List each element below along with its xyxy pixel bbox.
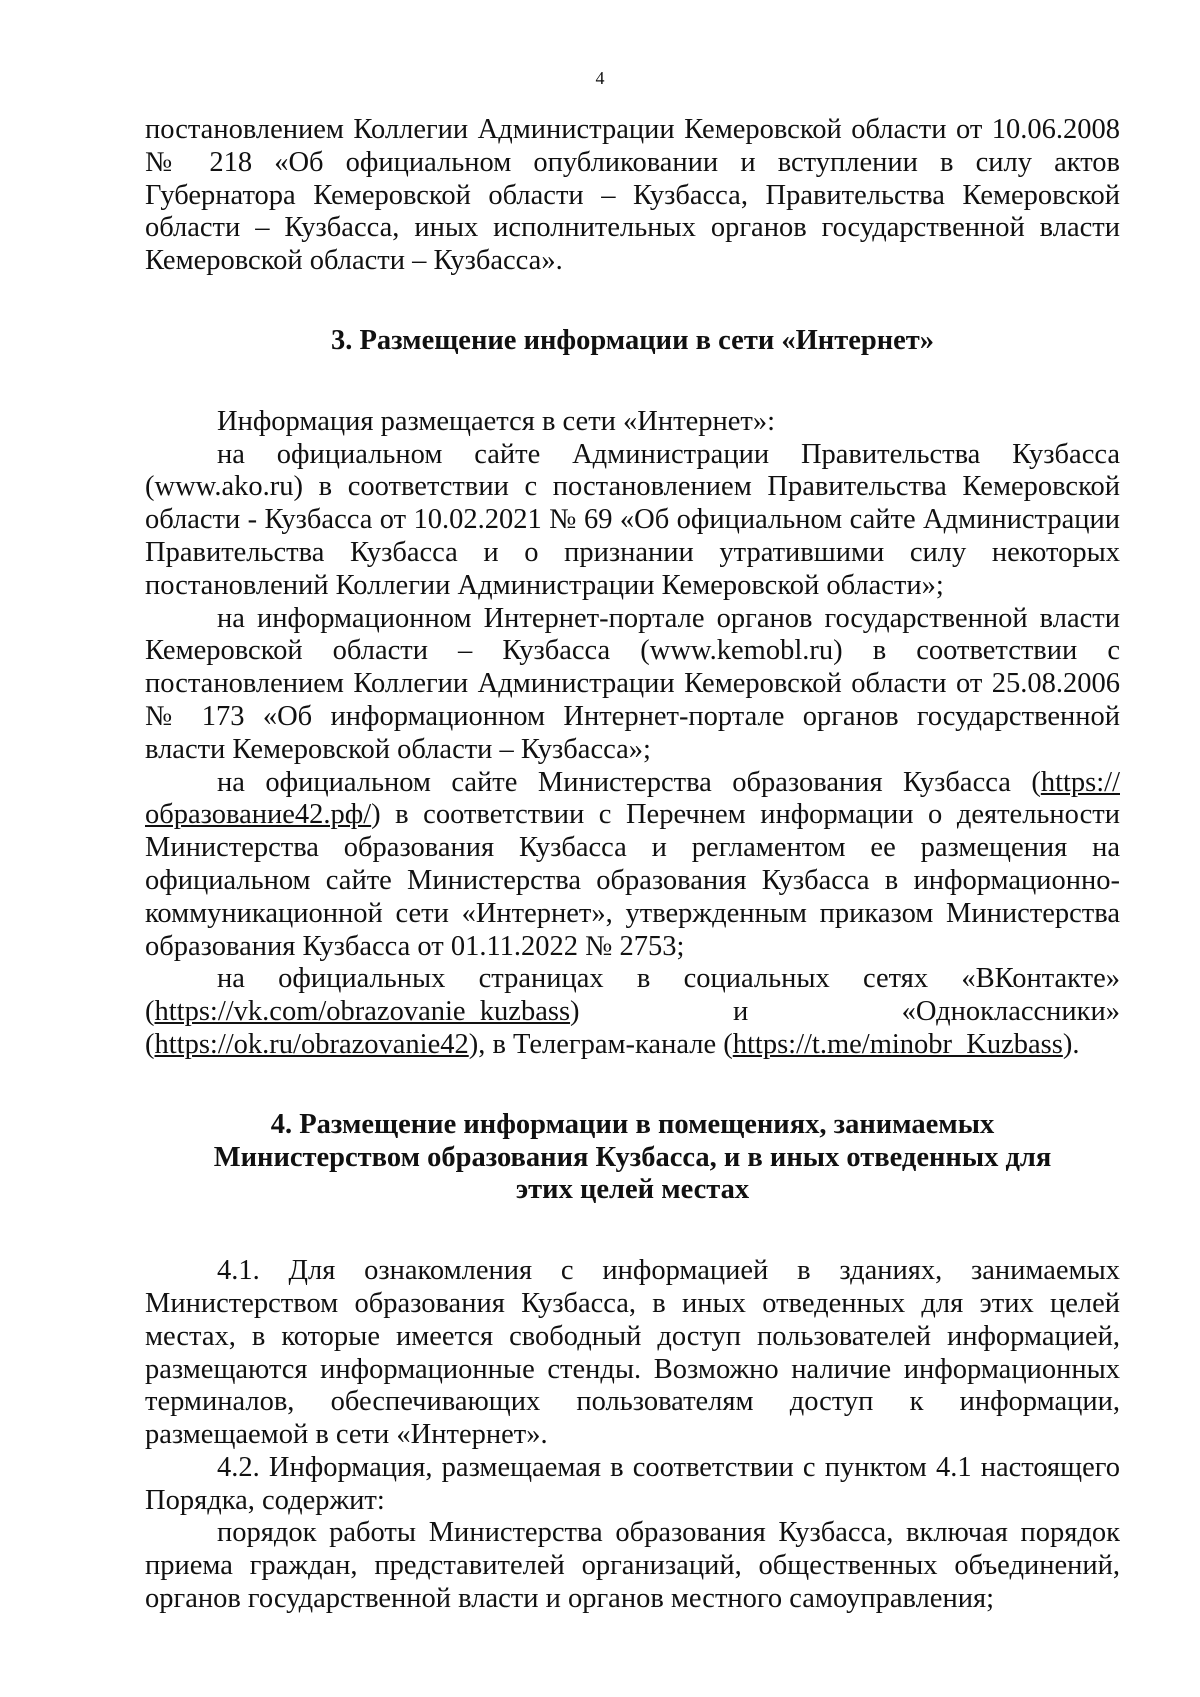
intro-paragraph: постановлением Коллегии Администрации Кемеровской области от 10.06.2008 № 218 «Об официальном опубликовании и вступлении в силу актов Губернатора Кемеровской области – Кузбасса, Правительства Кемеровской области – Кузбасса, иных исполнительных органов государственной власти Кемеровской области – Кузбасса». xyxy=(145,114,1120,277)
item-minobr-site xyxy=(145,767,1120,964)
section-3-heading: 3. Размещение информации в сети «Интернет» xyxy=(330,324,935,356)
telegram-link[interactable]: https://t.me/minobr_Kuzbass xyxy=(732,1028,1063,1060)
item-work-schedule: порядок работы Министерства образования Кузбасса, включая порядок приема граждан, представителей организаций, общественных объединений, органов государственной власти и органов местного самоуправления; xyxy=(145,1517,1120,1615)
item-minobr-text-after: ) в соответствии с Перечнем информации о деятельности Министерства образования Кузбасса и регламентом ее размещения на официальном сайте Министерства образования Кузбасса в информационно-коммуникационной сети «Интернет», утвержденным приказом Министерства образования Кузбасса от 01.11.2022 № 2753; xyxy=(145,799,1120,962)
page-number: 4 xyxy=(595,68,605,88)
item-minobr-text-before: на официальном сайте Министерства образования Кузбасса ( xyxy=(217,766,1041,798)
document-body xyxy=(145,114,1120,1616)
paragraph-4-2: 4.2. Информация, размещаемая в соответствии с пунктом 4.1 настоящего Порядка, содержит: xyxy=(145,1451,1120,1516)
social-text-1: на официальных страницах в социальных сетях «ВКонтакте» ( xyxy=(145,963,1120,1028)
section-4-heading: 4. Размещение информации в помещениях, занимаемых Министерством образования Кузбасса, и в иных отведенных для этих целей местах xyxy=(213,1108,1052,1206)
paragraph-4-1: 4.1. Для ознакомления с информацией в зданиях, занимаемых Министерством образования Кузбасса, в иных отведенных для этих целей местах, в которые имеется свободный доступ пользователей информацией, размещаются информационные стенды. Возможно наличие информационных терминалов, обеспечивающих пользователям доступ к информации, размещаемой в сети «Интернет». xyxy=(145,1255,1120,1451)
section-3-lead: Информация размещается в сети «Интернет»: xyxy=(217,405,775,437)
social-text-4: ). xyxy=(1062,1028,1080,1060)
social-text-2: ) и «Одноклассники» ( xyxy=(145,996,1120,1060)
item-ako-site: на официальном сайте Администрации Правительства Кузбасса (www.ako.ru) в соответствии с постановлением Правительства Кемеровской области - Кузбасса от 10.02.2021 № 69 «Об официальном сайте Администрации Правительства Кузбасса и о признании утратившими силу некоторых постановлений Коллегии Администрации Кемеровской области»; xyxy=(145,438,1120,601)
vk-link[interactable]: https://vk.com/obrazovanie_kuzbass xyxy=(154,996,571,1028)
item-social-networks xyxy=(145,963,1120,1061)
social-text-3: ), в Телеграм-канале ( xyxy=(468,1028,733,1060)
ok-link[interactable]: https://ok.ru/obrazovanie42 xyxy=(154,1028,469,1060)
item-kemobl-portal: на информационном Интернет-портале органов государственной власти Кемеровской области – Кузбасса (www.kemobl.ru) в соответствии с постановлением Коллегии Администрации Кемеровской области от 25.08.2006 № 173 «Об информационном Интернет-портале органов государственной власти Кемеровской области – Кузбасса»; xyxy=(145,602,1120,765)
minobr-site-link[interactable]: https://образование42.рф/ xyxy=(145,766,1120,831)
